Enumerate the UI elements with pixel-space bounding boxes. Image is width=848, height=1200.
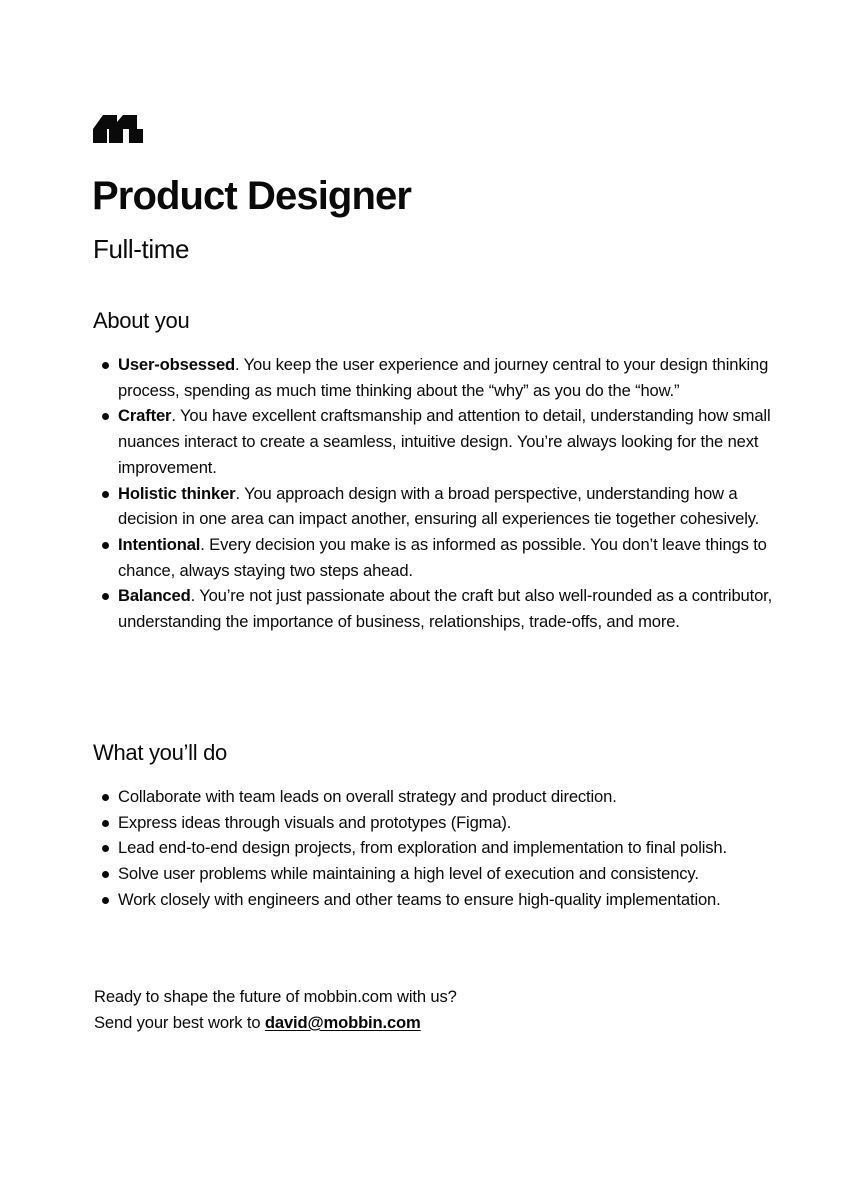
list-item-text: Work closely with engineers and other teams to ensure high-quality implementation. (118, 889, 721, 909)
section-heading-about: About you (93, 308, 190, 333)
cta-line-1: Ready to shape the future of mobbin.com with us? (94, 987, 457, 1006)
bullet-icon (102, 491, 109, 498)
list-item (93, 810, 773, 836)
mobbin-logo-icon (93, 114, 153, 143)
list-item (93, 403, 773, 480)
list-item (93, 583, 773, 634)
list-item (93, 835, 773, 861)
call-to-action (94, 984, 457, 1035)
email-link[interactable]: david@mobbin.com (264, 1012, 421, 1032)
list-item (93, 352, 773, 403)
list-item (93, 532, 773, 583)
list-item-lead: Holistic thinker (118, 483, 236, 503)
list-item-lead: User-obsessed (118, 355, 236, 374)
list-item-text: Lead end-to-end design projects, from exploration and implementation to final polish. (118, 838, 727, 858)
list-item-lead: Balanced (118, 586, 191, 606)
list-item-text: . You’re not just passionate about the craft but also well-rounded as a contributor, understanding the importance of business, relationships, trade-offs, and more. (118, 586, 773, 632)
cta-prefix: Send your best work to (94, 1012, 265, 1032)
list-item-text: . You keep the user experience and journey central to your design thinking process, spending as much time thinking about the “why” as you do the “how.” (118, 355, 769, 400)
list-item-text: Collaborate with team leads on overall strategy and product direction. (118, 787, 617, 806)
list-item (93, 481, 773, 532)
cta-line-2 (94, 1010, 457, 1036)
section-heading-what-youll-do: What you’ll do (93, 740, 227, 765)
bullet-icon (102, 794, 109, 801)
bullet-icon (102, 871, 109, 878)
bullet-icon (102, 413, 109, 420)
bullet-icon (102, 542, 109, 549)
bullet-icon (102, 820, 109, 827)
bullet-icon (102, 845, 109, 852)
list-item-lead: Crafter (118, 406, 172, 426)
bullet-icon (102, 593, 109, 600)
list-item-text: . You have excellent craftsmanship and attention to detail, understanding how small nuances interact to create a seamless, intuitive design. You’re always looking for the next improvement. (118, 406, 771, 477)
list-item (93, 861, 773, 887)
about-list (93, 352, 773, 635)
list-item-text: . You approach design with a broad perspective, understanding how a decision in one area can impact another, ensuring all experiences tie together cohesively. (118, 483, 760, 529)
list-item-lead: Intentional (118, 534, 201, 554)
list-item-text: Express ideas through visuals and prototypes (Figma). (118, 812, 512, 832)
bullet-icon (102, 897, 109, 904)
list-item (93, 784, 773, 810)
page-title: Product Designer (92, 174, 411, 218)
list-item-text: Solve user problems while maintaining a high level of execution and consistency. (118, 864, 699, 884)
responsibilities-list (93, 784, 773, 913)
list-item-text: . Every decision you make is as informed as possible. You don’t leave things to chance, always staying two steps ahead. (118, 534, 767, 580)
list-item (93, 887, 773, 913)
bullet-icon (102, 362, 109, 369)
employment-type: Full-time (93, 234, 190, 264)
